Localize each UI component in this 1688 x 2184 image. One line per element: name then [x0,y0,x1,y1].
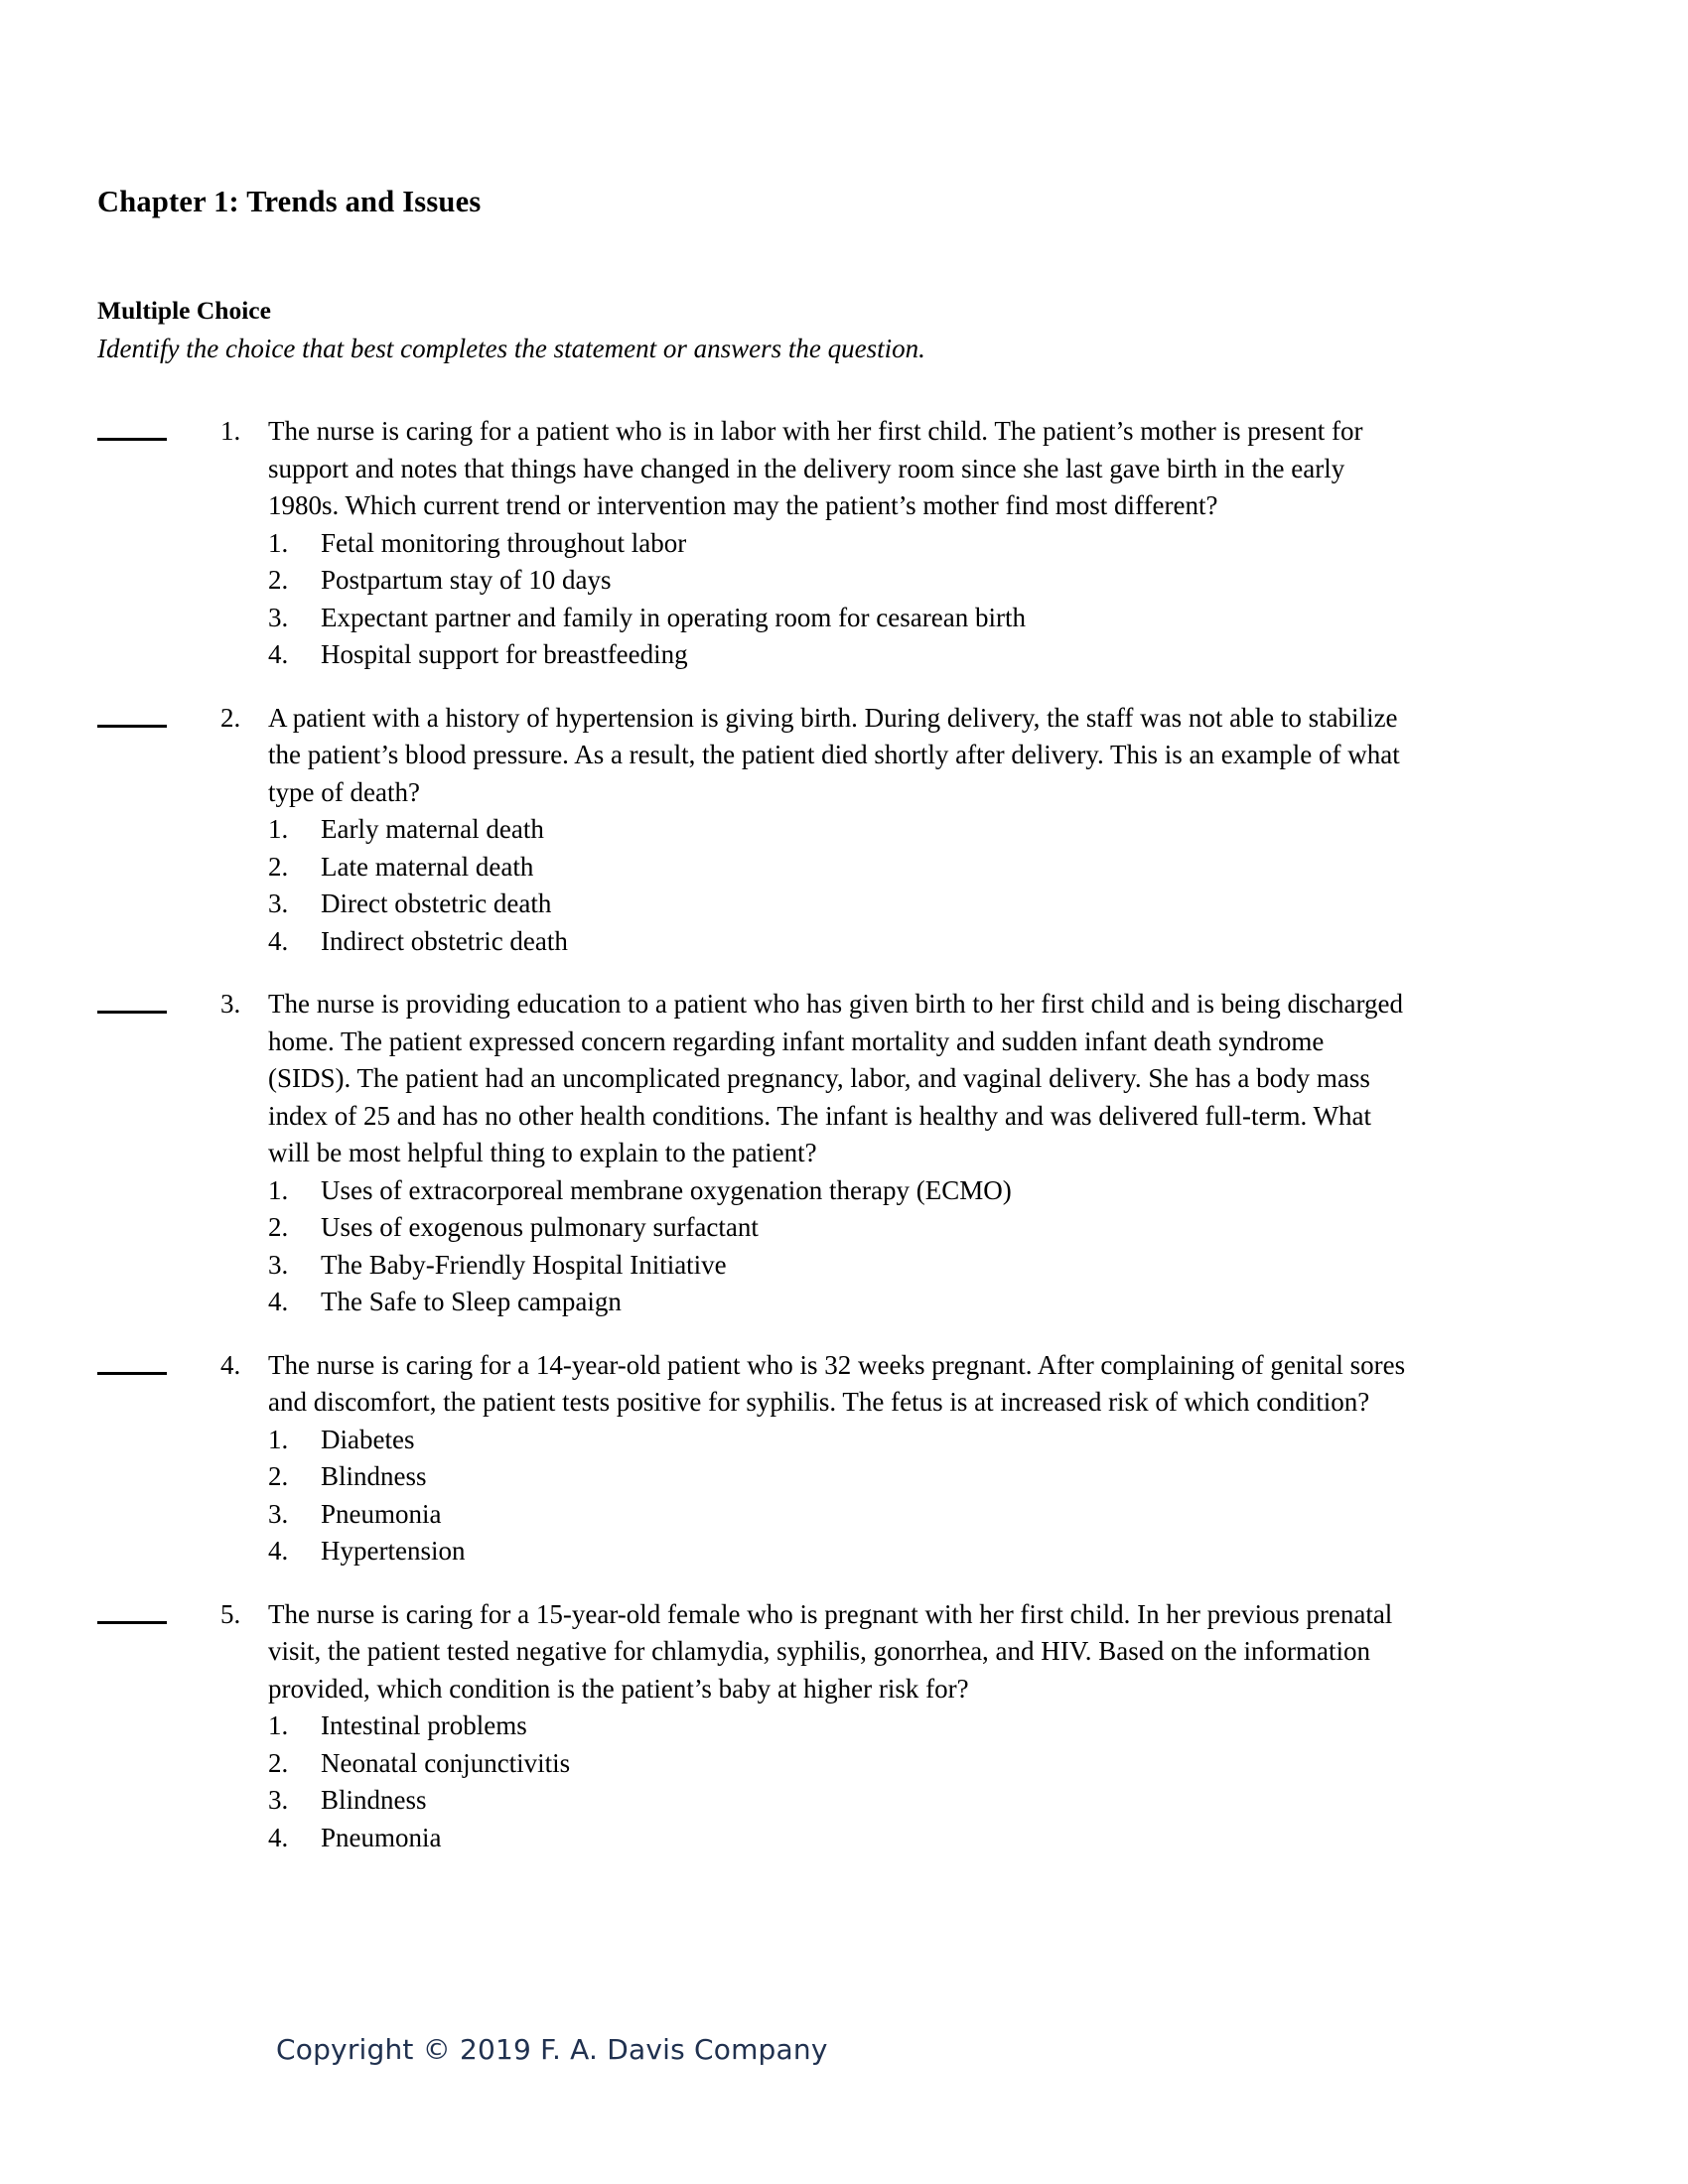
option-text: Pneumonia [321,1498,442,1529]
question-body [268,700,1408,961]
option-item[interactable] [268,811,1408,849]
option-number: 2. [268,1461,289,1491]
question-stem: The nurse is caring for a patient who is in labor with her first child. The patient’s mother is present for support and notes that things have changed in the delivery room since she last gave birth in the early 1980s. Which current trend or intervention may the patient’s mother find most different? [268,416,1363,520]
option-number: 4. [268,1536,289,1566]
option-text: Early maternal death [321,814,544,844]
option-text: Direct obstetric death [321,888,552,918]
option-item[interactable] [268,1284,1408,1321]
answer-blank-field[interactable] [97,708,167,728]
option-item[interactable] [268,600,1408,637]
option-number: 1. [268,1710,289,1740]
option-text: Hypertension [321,1536,466,1566]
question-item [0,986,1688,1321]
option-item[interactable] [268,923,1408,961]
copyright-notice: Copyright © 2019 F. A. Davis Company [276,2033,828,2066]
option-text: Pneumonia [321,1822,442,1852]
option-item[interactable] [268,1247,1408,1285]
page-title: Chapter 1: Trends and Issues [97,185,482,218]
option-number: 1. [268,1424,289,1454]
question-stem: The nurse is providing education to a patient who has given birth to her first child and is being discharged home. The patient expressed concern regarding infant mortality and sudden infant death syndrome (SIDS). The patient had an uncomplicated pregnancy, labor, and vaginal delivery. She has a body mass index of 25 and has no other health conditions. The infant is healthy and was delivered full-term. What will be most helpful thing to explain to the patient? [268,989,1403,1167]
answer-blank-field[interactable] [97,421,167,441]
option-number: 3. [268,602,289,632]
question-body [268,986,1408,1321]
option-text: Intestinal problems [321,1710,527,1740]
question-stem: A patient with a history of hypertension is giving birth. During delivery, the staff was not able to stabilize the patient’s blood pressure. As a result, the patient died shortly after delivery. This is an example of what type of death? [268,702,1400,807]
option-item[interactable] [268,1209,1408,1247]
option-text: The Baby-Friendly Hospital Initiative [321,1249,727,1280]
option-number: 2. [268,565,289,595]
option-text: Postpartum stay of 10 days [321,565,612,595]
option-item[interactable] [268,1422,1408,1459]
option-list [268,525,1408,674]
question-body [268,1347,1408,1570]
option-item[interactable] [268,886,1408,923]
option-text: Expectant partner and family in operating room for cesarean birth [321,602,1026,632]
question-item [0,413,1688,674]
option-list [268,1422,1408,1570]
option-item[interactable] [268,1707,1408,1745]
option-text: Blindness [321,1461,427,1491]
question-stem: The nurse is caring for a 14-year-old patient who is 32 weeks pregnant. After complaining of genital sores and discomfort, the patient tests positive for syphilis. The fetus is at increased risk of which condition? [268,1349,1406,1417]
question-item [0,700,1688,961]
question-number: 4. [220,1349,241,1380]
option-item[interactable] [268,1820,1408,1857]
question-body [268,1596,1408,1857]
question-item [0,1347,1688,1570]
option-number: 1. [268,814,289,844]
option-text: Late maternal death [321,851,534,882]
option-number: 2. [268,851,289,882]
question-stem: The nurse is caring for a 15-year-old female who is pregnant with her first child. In her previous prenatal visit, the patient tested negative for chlamydia, syphilis, gonorrhea, and HIV. Based on the information provided, which condition is the patient’s baby at higher risk for? [268,1598,1393,1704]
option-number: 4. [268,1822,289,1852]
option-number: 4. [268,925,289,956]
option-number: 2. [268,1747,289,1778]
option-text: Hospital support for breastfeeding [321,639,688,669]
option-text: Blindness [321,1785,427,1815]
option-number: 1. [268,1174,289,1205]
answer-blank-field[interactable] [97,1604,167,1624]
option-number: 3. [268,888,289,918]
option-text: Neonatal conjunctivitis [321,1747,571,1778]
question-number: 5. [220,1598,241,1629]
option-item[interactable] [268,1172,1408,1210]
question-item [0,1596,1688,1857]
question-list [0,413,1688,1882]
section-label: Multiple Choice [97,296,271,325]
option-list [268,1172,1408,1321]
question-number: 1. [220,416,241,446]
section-instruction: Identify the choice that best completes the statement or answers the question. [97,334,925,363]
question-number: 3. [220,989,241,1019]
option-item[interactable] [268,1533,1408,1570]
option-number: 3. [268,1249,289,1280]
option-item[interactable] [268,1782,1408,1820]
option-number: 3. [268,1498,289,1529]
option-text: Indirect obstetric death [321,925,568,956]
option-number: 2. [268,1212,289,1242]
option-item[interactable] [268,849,1408,887]
option-item[interactable] [268,562,1408,600]
option-text: The Safe to Sleep campaign [321,1287,622,1316]
option-item[interactable] [268,636,1408,674]
option-number: 3. [268,1785,289,1815]
option-item[interactable] [268,525,1408,563]
option-number: 4. [268,1287,289,1316]
question-number: 2. [220,702,241,733]
option-number: 1. [268,527,289,558]
option-text: Fetal monitoring throughout labor [321,527,687,558]
option-list [268,811,1408,960]
option-text: Uses of exogenous pulmonary surfactant [321,1212,759,1242]
option-item[interactable] [268,1458,1408,1496]
answer-blank-field[interactable] [97,994,167,1014]
answer-blank-field[interactable] [97,1355,167,1375]
option-item[interactable] [268,1745,1408,1783]
question-body [268,413,1408,674]
option-text: Uses of extracorporeal membrane oxygenation therapy (ECMO) [321,1174,1012,1205]
option-text: Diabetes [321,1424,415,1454]
option-number: 4. [268,639,289,669]
option-list [268,1707,1408,1856]
option-item[interactable] [268,1496,1408,1534]
